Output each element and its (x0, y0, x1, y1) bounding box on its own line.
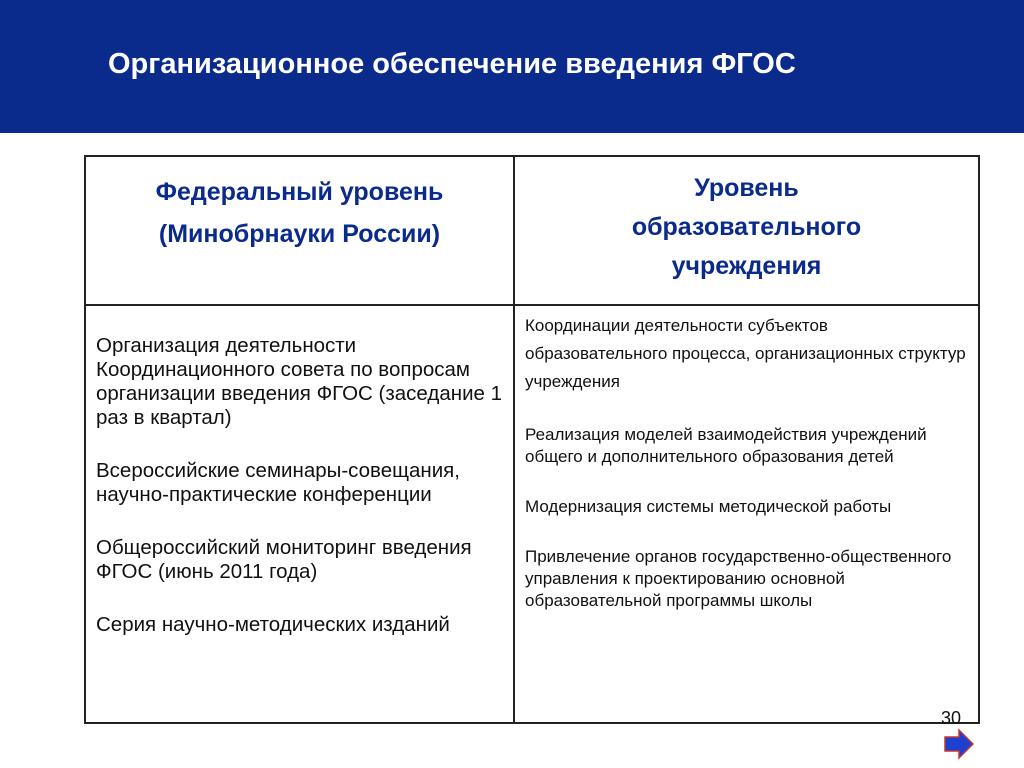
federal-item: Серия научно-методических изданий (96, 613, 450, 636)
federal-item: Общероссийский мониторинг введения ФГОС (июнь 2011 года) (96, 536, 472, 583)
slide-title: Организационное обеспечение введения ФГОС (108, 48, 796, 80)
header-cell-institution (514, 156, 979, 305)
title-bar (0, 0, 1024, 133)
arrow-right-icon[interactable] (944, 728, 974, 760)
federal-item: Организация деятельности Координационного совета по вопросам организации введения ФГОС (заседание 1 раз в квартал) (96, 334, 503, 429)
federal-item: Всероссийские семинары-совещания, научно-практические конференции (96, 459, 460, 506)
institution-item: Координации деятельности субъектов образовательного процесса, организационных структур учреждения (525, 316, 966, 391)
levels-table (84, 155, 980, 724)
header-institution-line1: Уровень (694, 174, 799, 202)
institution-item: Привлечение органов государственно-общественного управления к проектированию основной образовательной программы школы (525, 547, 952, 610)
header-federal-line1: Федеральный уровень (155, 178, 444, 206)
table-header-row (85, 156, 979, 305)
header-institution-line3: учреждения (671, 252, 822, 280)
page-number: 30 (941, 708, 962, 728)
arrow-right-shape (945, 730, 973, 758)
header-institution-line2: образовательного (631, 213, 862, 241)
institution-item: Реализация моделей взаимодействия учреждений общего и дополнительного образования детей (525, 425, 927, 466)
institution-item: Модернизация системы методической работы (525, 497, 892, 516)
header-cell-federal (85, 156, 514, 305)
header-federal-line2: (Минобрнауки России) (158, 220, 441, 248)
body-cell-institution (514, 305, 979, 723)
body-cell-federal (85, 305, 514, 723)
table-body-row (85, 305, 979, 723)
